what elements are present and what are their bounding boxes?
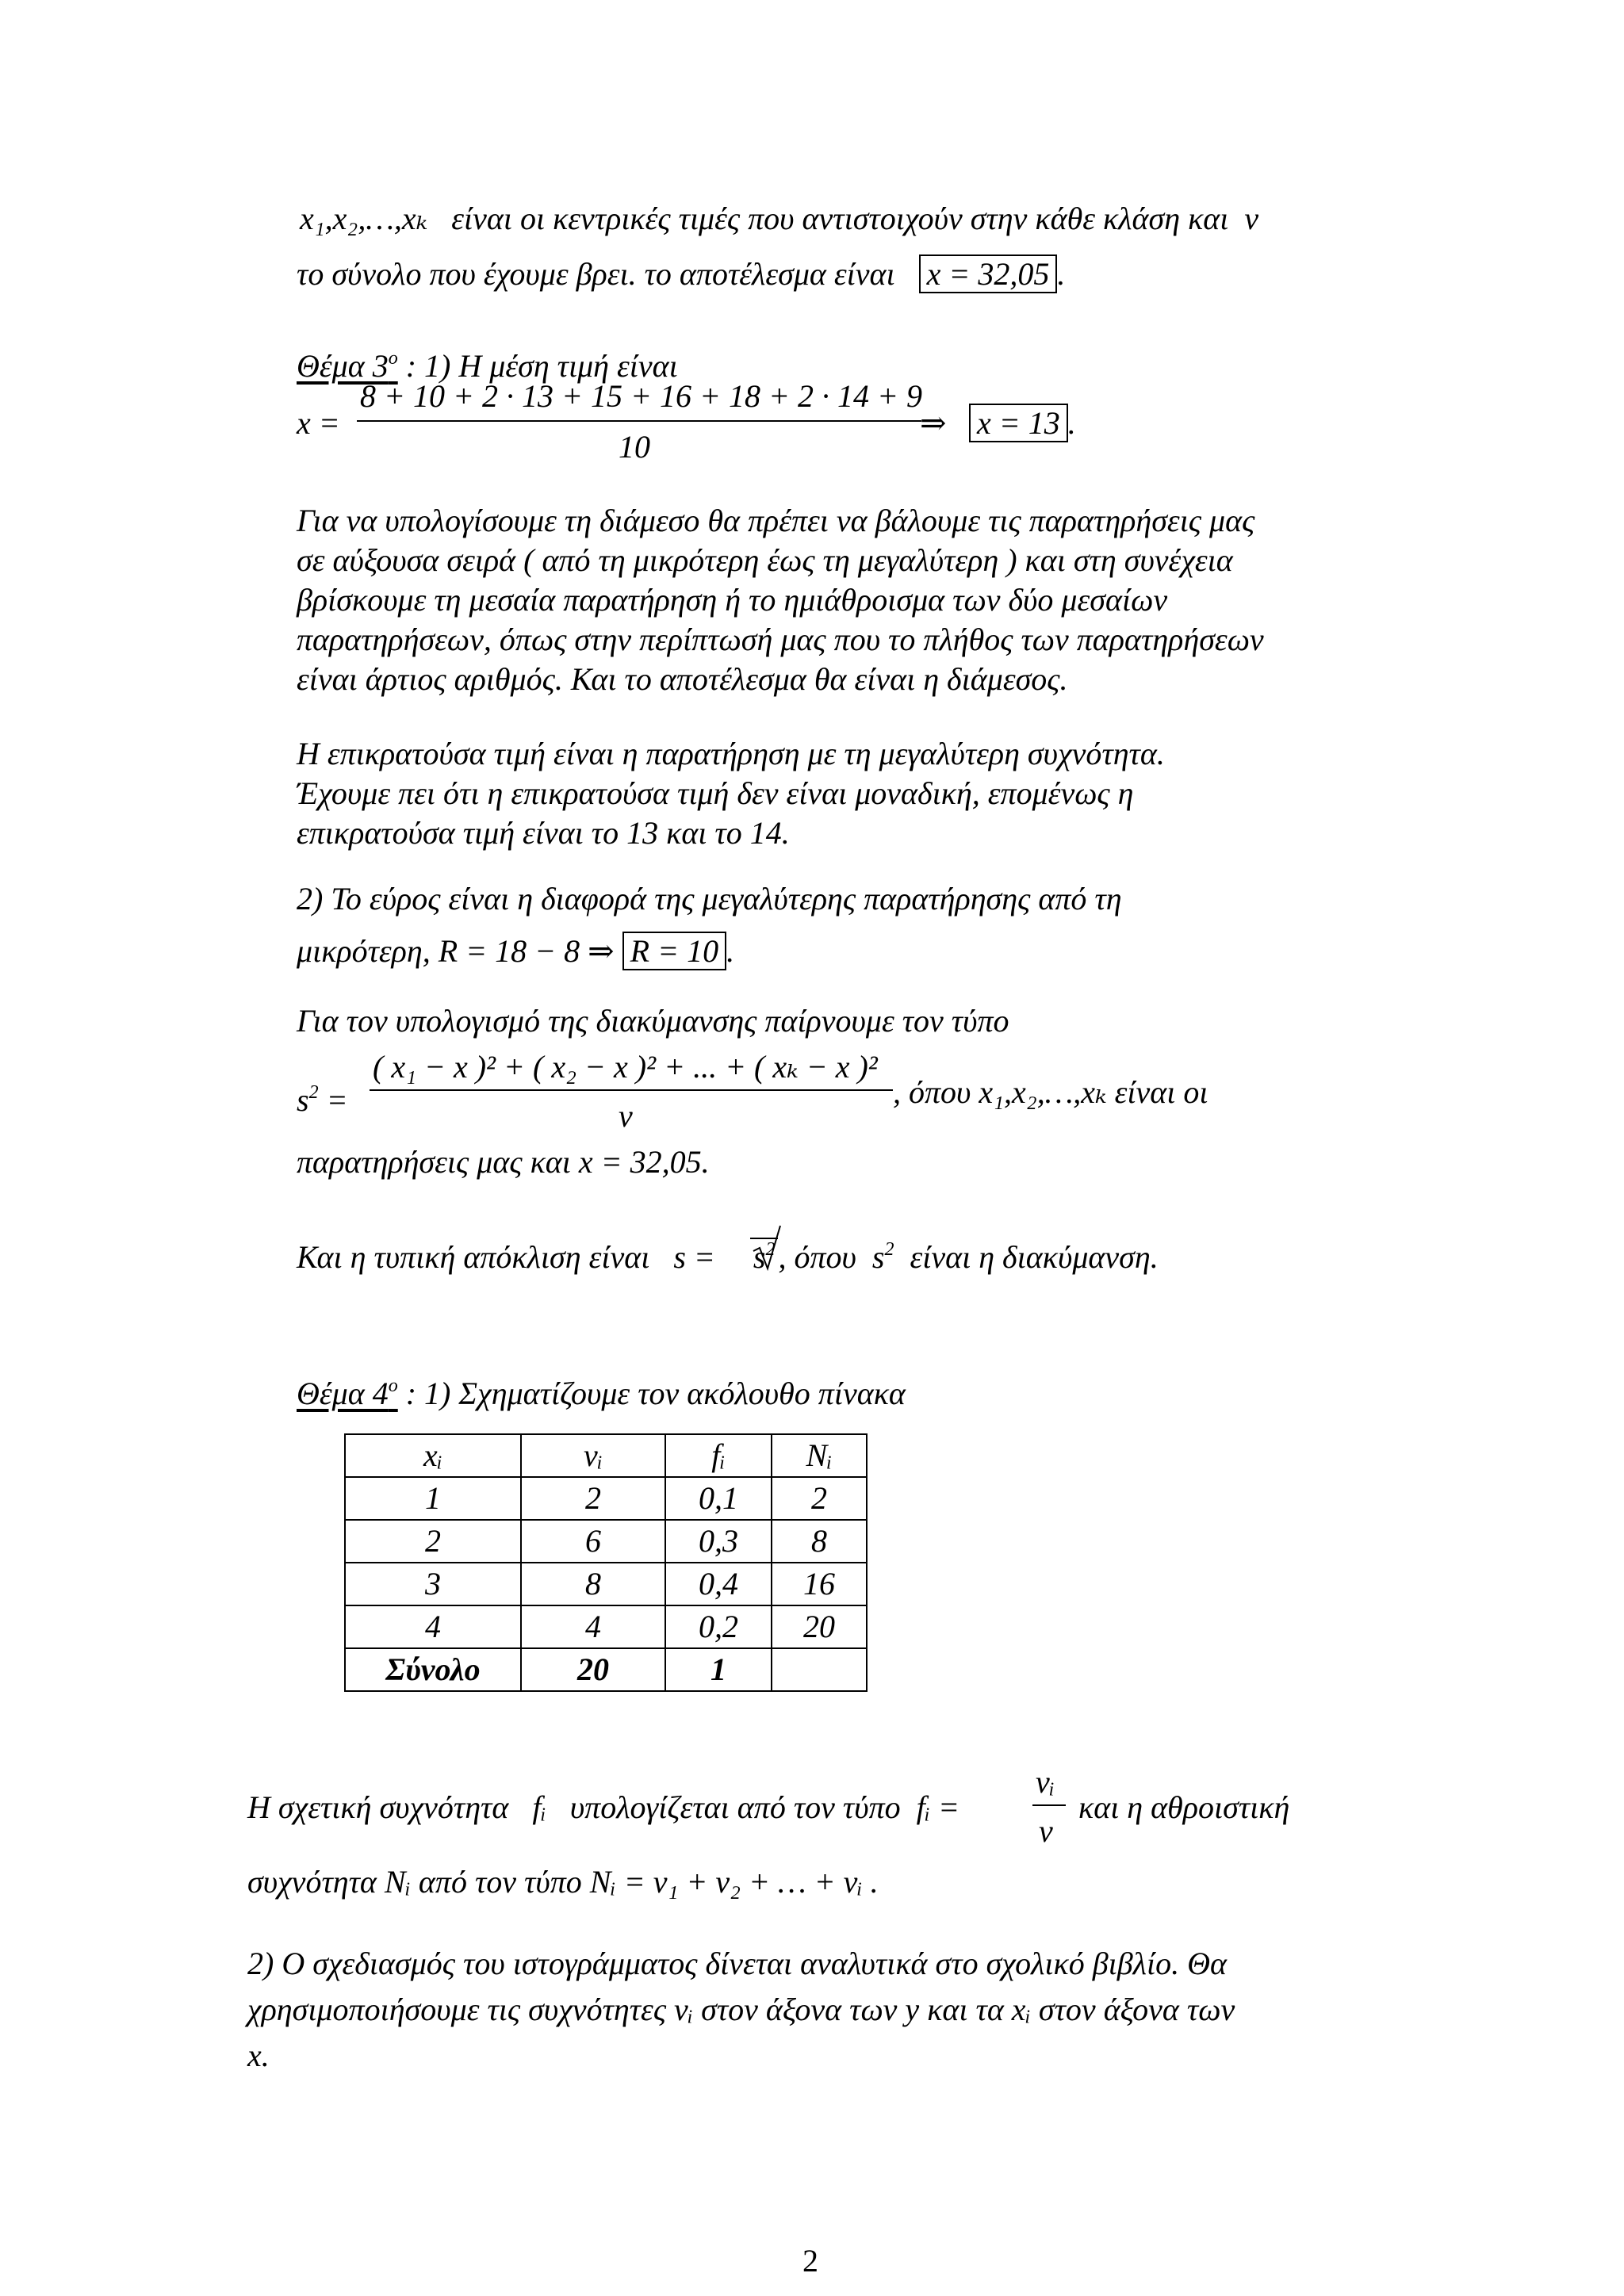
variance-fraction-bar xyxy=(370,1089,893,1091)
theme3-heading-rest: : 1) Η μέση τιμή είναι xyxy=(405,348,678,384)
variance-lhs: $s^2$ = xyxy=(297,1082,348,1118)
variance-numerator: ( x₁ − x )² + ( x₂ − x )² + ... + ( xₖ − x )² xyxy=(373,1049,878,1085)
std-line: Και η τυπική απόκλιση είναι $s = s^2$ , όπου $s^2$ είναι η διακύμανση. xyxy=(297,1239,1159,1275)
header-xi: xᵢ xyxy=(345,1434,521,1477)
mean-result-line: x = 13 . xyxy=(969,404,1076,442)
header-fi: fᵢ xyxy=(665,1434,772,1477)
histogram-paragraph xyxy=(247,1941,1235,2079)
intro-text-1: είναι οι κεντρικές τιμές που αντιστοιχούν στην κάθε κλάση και xyxy=(451,201,1229,236)
median-paragraph xyxy=(297,501,1264,699)
intro-line-1 xyxy=(300,200,1258,238)
table-row: 3 8 0,4 16 xyxy=(345,1563,867,1605)
variance-after: , όπου x₁,x₂,…,xₖ είναι οι xyxy=(893,1074,1208,1110)
mean-arrow: ⇒ xyxy=(920,405,947,441)
std-radicand: $s^2$ xyxy=(750,1238,779,1275)
table-row: 1 2 0,1 2 xyxy=(345,1477,867,1520)
rel-freq-denominator: ν xyxy=(1039,1813,1053,1849)
page-number: 2 xyxy=(802,2243,818,2279)
header-ni: Nᵢ xyxy=(772,1434,867,1477)
rel-freq-line: Η σχετική συχνότητα fᵢ υπολογίζεται από τον τύπο fᵢ = xyxy=(247,1789,960,1825)
histogram-line: χρησιμοποιήσουμε τις συχνότητες νᵢ στον άξονα των y και τα xᵢ στον άξονα των xyxy=(247,1992,1235,2027)
table-row: 2 6 0,3 8 xyxy=(345,1520,867,1563)
histogram-line: 2) Ο σχεδιασμός του ιστογράμματος δίνεται αναλυτικά στο σχολικό βιβλίο. Θα xyxy=(247,1946,1227,1981)
range-arrow: ⇒ xyxy=(588,933,615,969)
rel-freq-end: και η αθροιστική xyxy=(1078,1789,1290,1825)
cum-freq-line: συχνότητα Nᵢ από τον τύπο Nᵢ = ν₁ + ν₂ + … + νᵢ . xyxy=(247,1864,879,1900)
theme3-title: Θέμα $3^o$ xyxy=(297,348,398,384)
intro-text-2: το σύνολο που έχουμε βρει. το αποτέλεσμα είναι xyxy=(297,256,895,292)
mean-result-box: x = 32,05 xyxy=(919,254,1058,293)
mean-lhs: x = xyxy=(297,405,340,441)
intro-nu: ν xyxy=(1244,201,1259,236)
theme4-title: Θέμα $4^o$ xyxy=(297,1376,398,1411)
range-line-2: μικρότερη, R = 18 − 8 ⇒ R = 10 . xyxy=(297,933,735,969)
variance-denominator: ν xyxy=(619,1098,633,1134)
variance-intro: Για τον υπολογισμό της διακύμανσης παίρνουμε τον τύπο xyxy=(297,1003,1009,1039)
mode-line: Η επικρατούσα τιμή είναι η παρατήρηση με τη μεγαλύτερη συχνότητα. xyxy=(297,736,1165,771)
intro-vars: x₁,x₂,…,xₖ xyxy=(300,201,428,236)
mean-numerator: 8 + 10 + 2 · 13 + 15 + 16 + 18 + 2 · 14 + 9 xyxy=(360,378,922,414)
median-line: Για να υπολογίσουμε τη διάμεσο θα πρέπει να βάλουμε τις παρατηρήσεις μας xyxy=(297,503,1255,538)
mode-line: επικρατούσα τιμή είναι το 13 και το 14. xyxy=(297,815,790,851)
mode-paragraph xyxy=(297,734,1165,853)
header-vi: νᵢ xyxy=(521,1434,665,1477)
rel-freq-numerator: νᵢ xyxy=(1036,1764,1055,1800)
mean-denominator: 10 xyxy=(619,429,650,465)
histogram-line: x. xyxy=(247,2038,270,2073)
median-line: παρατηρήσεων, όπως στην περίπτωσή μας που το πλήθος των παρατηρήσεων xyxy=(297,622,1264,657)
table-total-row: Σύνολο 20 1 xyxy=(345,1648,867,1691)
range-line-1: 2) Το εύρος είναι η διαφορά της μεγαλύτερης παρατήρησης από τη xyxy=(297,881,1122,916)
mean-result-13: x = 13 xyxy=(969,404,1068,442)
variance-line-3: παρατηρήσεις μας και x = 32,05. xyxy=(297,1144,710,1180)
median-line: βρίσκουμε τη μεσαία παρατήρηση ή το ημιάθροισμα των δύο μεσαίων xyxy=(297,582,1168,618)
theme4-heading xyxy=(297,1367,906,1413)
mode-line: Έχουμε πει ότι η επικρατούσα τιμή δεν είναι μοναδική, επομένως η xyxy=(297,775,1134,811)
median-line: είναι άρτιος αριθμός. Και το αποτέλεσμα θα είναι η διάμεσος. xyxy=(297,661,1068,697)
sqrt-sign-icon xyxy=(752,1224,783,1272)
table-row: 4 4 0,2 20 xyxy=(345,1605,867,1648)
table-header-row xyxy=(345,1434,867,1477)
rel-freq-fraction-bar xyxy=(1032,1804,1066,1806)
frequency-table xyxy=(344,1433,868,1692)
intro-line-2: το σύνολο που έχουμε βρει. το αποτέλεσμα είναι x = 32,05 . xyxy=(297,256,1066,292)
theme4-heading-rest: : 1) Σχηματίζουμε τον ακόλουθο πίνακα xyxy=(405,1376,906,1411)
median-line: σε αύξουσα σειρά ( από τη μικρότερη έως τη μεγαλύτερη ) και στη συνέχεια xyxy=(297,542,1233,578)
mean-fraction-bar xyxy=(357,420,921,422)
range-result-box: R = 10 xyxy=(622,932,726,970)
